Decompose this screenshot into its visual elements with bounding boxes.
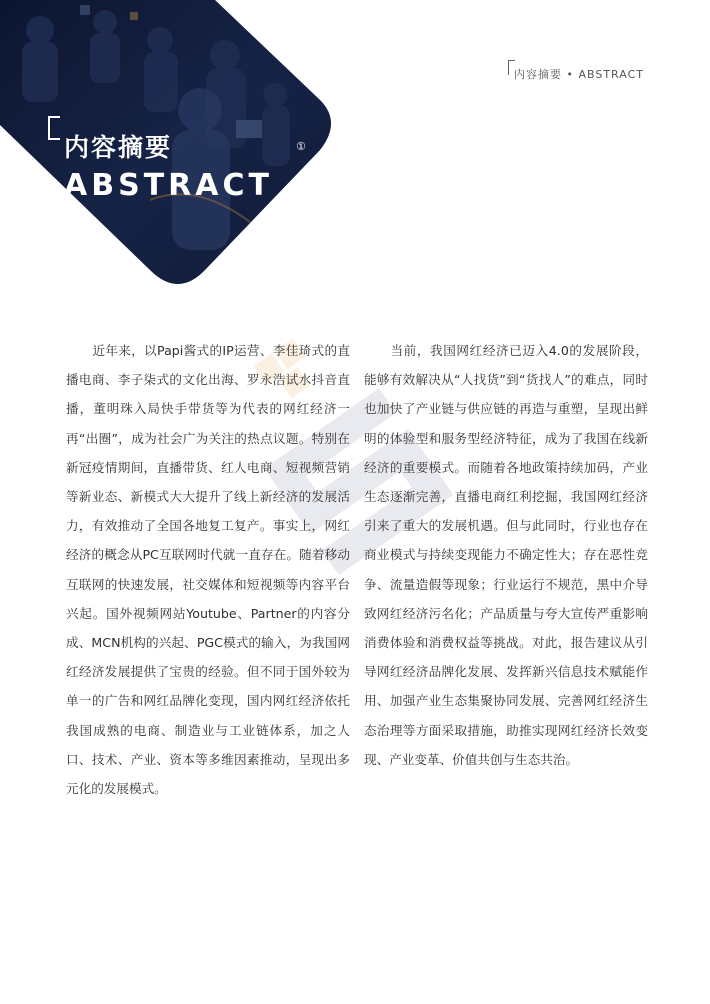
abstract-right-column [364,336,648,774]
abstract-paragraph-right: 当前，我国网红经济已迈入4.0的发展阶段，能够有效解决从“人找货”到“货找人”的难点，同时也加快了产业链与供应链的再造与重塑，呈现出鲜明的体验型和服务型经济特征，成为了我国在线新经济的重要模式。而随着各地政策持续加码，产业生态逐渐完善，直播电商红利挖掘，我国网红经济引来了重大的发展机遇。但与此同时，行业也存在商业模式与持续变现能力不确定性大；存在恶性竞争、流量造假等现象；行业运行不规范，黑中介导致网红经济污名化；产品质量与夸大宣传严重影响消费体验和消费权益等挑战。对此，报告建议从引导网红经济品牌化发展、发挥新兴信息技术赋能作用、加强产业生态集聚协同发展、完善网红经济生态治理等方面采取措施，助推实现网红经济长效变现、产业变革、价值共创与生态共治。 [364,343,648,767]
header-section-tag: 内容摘要 • ABSTRACT [514,68,644,81]
hero-banner [0,0,340,300]
hero-bracket-icon [48,116,60,140]
abstract-paragraph-left: 近年来，以Papi酱式的IP运营、李佳琦式的直播电商、李子柒式的文化出海、罗永浩试水抖音直播，董明珠入局快手带货等为代表的网红经济一再“出圈”，成为社会广为关注的热点议题。特别在新冠疫情期间，直播带货、红人电商、短视频营销等新业态、新模式大大提升了线上新经济的发展活力，有效推动了全国各地复工复产。事实上，网红经济的概念从PC互联网时代就一直存在。随着移动互联网的快速发展，社交媒体和短视频等内容平台兴起。国外视频网站Youtube、Partner的内容分成、MCN机构的兴起、PGC模式的输入，为我国网红经济发展提供了宝贵的经验。但不同于国外较为单一的广告和网红品牌化变现，国内网红经济依托我国成熟的电商、制造业与工业链体系，加之人口、技术、产业、资本等多维因素推动，呈现出多元化的发展模式。 [66,343,350,797]
hero-title-en: ABSTRACT [64,168,273,203]
hero-footnote-number: ① [296,140,306,153]
hero-title-cn: 内容摘要 [64,133,173,162]
abstract-left-column [66,336,350,803]
